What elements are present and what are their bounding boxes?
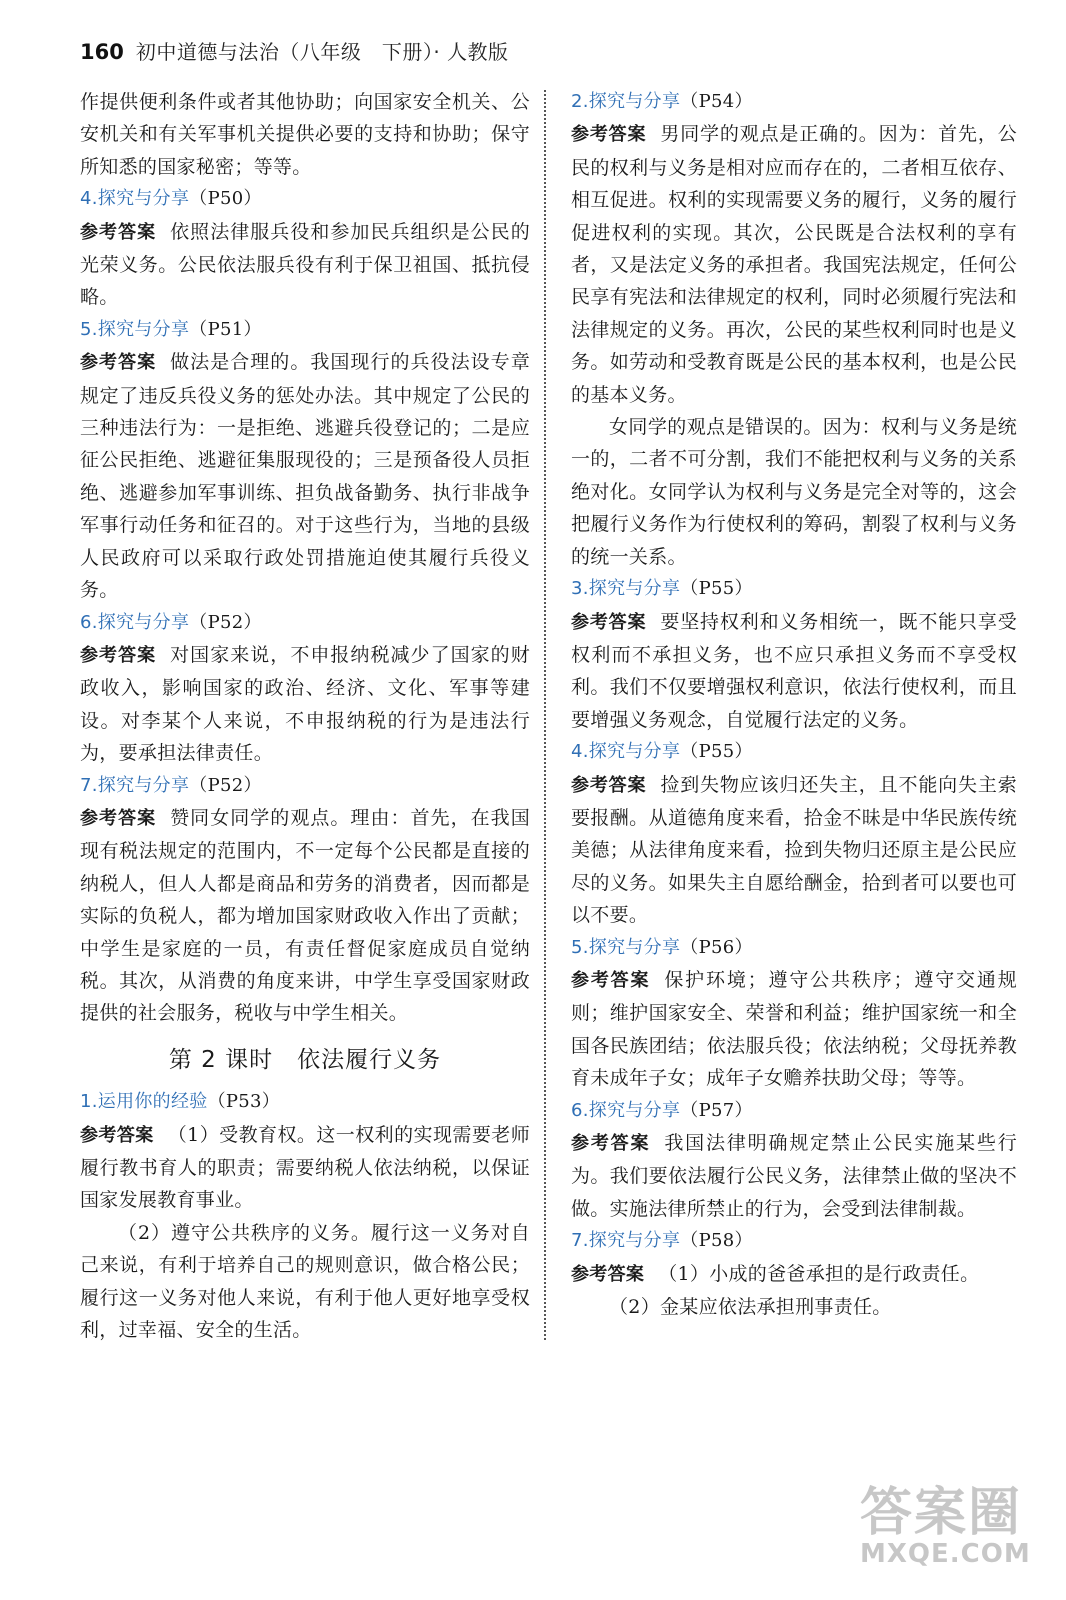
column-divider	[544, 90, 546, 1340]
answer-label: 参考答案	[571, 1263, 645, 1285]
book-title: 初中道德与法治（八年级 下册）· 人教版	[135, 40, 509, 64]
section-heading: 3.探究与分享（P55）	[571, 578, 753, 600]
answer-label: 参考答案	[571, 124, 647, 146]
watermark-top: 答案圈	[860, 1483, 1023, 1543]
answer-label: 参考答案	[571, 611, 647, 633]
answer-text: 要坚持权利和义务相统一，既不能只享受权利而不承担义务，也不应只承担义务而不享受权利。我们不仅要增强权利意识，依法行使权利，而且要增强义务观念，自觉履行法定的义务。	[571, 610, 1017, 731]
right-item-6	[571, 1095, 1017, 1226]
section-heading: 6.探究与分享（P57）	[571, 1099, 753, 1121]
section-heading: 4.探究与分享（P50）	[80, 188, 262, 210]
answer-text-continued: （2）遵守公共秩序的义务。履行这一义务对自己来说，有利于培养自己的规则意识，做合格公民；履行这一义务对他人来说，有利于他人更好地享受权利，过幸福、安全的生活。	[80, 1221, 530, 1342]
section-heading: 4.探究与分享（P55）	[571, 741, 753, 763]
right-item-4	[571, 736, 1017, 931]
answer-text: 我国法律明确规定禁止公民实施某些行为。我们要依法履行公民义务，法律禁止做的坚决不做。实施法律所禁止的行为，会受到法律制裁。	[571, 1132, 1017, 1220]
right-item-5	[571, 932, 1017, 1095]
section-heading: 5.探究与分享（P51）	[80, 318, 262, 340]
answer-text: （1）受教育权。这一权利的实现需要老师履行教书育人的职责；需要纳税人依法纳税，以保证国家发展教育事业。	[80, 1123, 530, 1212]
section-heading: 2.探究与分享（P54）	[571, 91, 753, 112]
lesson-title: 第 2 课时 依法履行义务	[168, 1046, 442, 1073]
section-heading: 1.运用你的经验（P53）	[80, 1091, 281, 1113]
answer-text: （1）小成的爸爸承担的是行政责任。	[658, 1262, 980, 1285]
answer-label: 参考答案	[80, 644, 157, 666]
page-header	[80, 36, 509, 70]
lesson-item-1	[80, 1086, 530, 1346]
answer-label: 参考答案	[80, 221, 157, 243]
section-heading: 5.探究与分享（P56）	[571, 936, 753, 958]
section-heading: 7.探究与分享（P52）	[80, 774, 262, 796]
answer-label: 参考答案	[80, 1124, 154, 1146]
left-item-7	[80, 770, 530, 1030]
left-item-4	[80, 183, 530, 314]
answer-text: 保护环境；遵守公共秩序；遵守交通规则；维护国家安全、荣誉和利益；维护国家统一和全国各民族团结；依法服兵役；依法纳税；父母抚养教育未成年子女；成年子女赡养扶助父母；等等。	[571, 968, 1017, 1090]
answer-text: 赞同女同学的观点。理由：首先，在我国现有税法规定的范围内，不一定每个公民都是直接的纳税人，但人人都是商品和劳务的消费者，因而都是实际的负税人，都为增加国家财政收入作出了贡献；中学生是家庭的一员，有责任督促家庭成员自觉纳税。其次，从消费的角度来讲，中学生享受国家财政提供的社会服务，税收与中学生相关。	[80, 806, 531, 1025]
answer-text-continued: （2）金某应依法承担刑事责任。	[609, 1296, 892, 1319]
answer-text: 男同学的观点是正确的。因为：首先，公民的权利与义务是相对应而存在的，二者相互依存、相互促进。权利的实现需要义务的履行，义务的履行促进权利的实现。其次，公民既是合法权利的享有者，又是法定义务的承担者。我国宪法规定，任何公民享有宪法和法律规定的权利，同时必须履行宪法和法律规定的义务。再次，公民的某些权利同时也是义务。如劳动和受教育既是公民的基本权利，也是公民的基本义务。	[571, 123, 1017, 406]
answer-text: 对国家来说，不申报纳税减少了国家的财政收入，影响国家的政治、经济、文化、军事等建设。对李某个人来说，不申报纳税的行为是违法行为，要承担法律责任。	[80, 643, 531, 765]
left-item-5	[80, 314, 530, 607]
answer-label: 参考答案	[571, 774, 647, 796]
answer-text: 依照法律服兵役和参加民兵组织是公民的光荣义务。公民依法服兵役有利于保卫祖国、抵抗侵略。	[80, 220, 531, 309]
answer-label: 参考答案	[80, 352, 157, 374]
intro-paragraph: 作提供便利条件或者其他协助；向国家安全机关、公安机关和有关军事机关提供必要的支持和协助；保守所知悉的国家秘密；等等。	[80, 91, 530, 178]
left-column	[80, 86, 530, 1346]
section-heading: 7.探究与分享（P58）	[571, 1230, 753, 1252]
answer-text: 做法是合理的。我国现行的兵役法设专章规定了违反兵役义务的惩处办法。其中规定了公民的三种违法行为：一是拒绝、逃避兵役登记的；二是应征公民拒绝、逃避征集服现役的；三是预备役人员拒绝、逃避参加军事训练、担负战备勤务、执行非战争军事行动任务和征召的。对于这些行为，当地的县级人民政府可以采取行政处罚措施迫使其履行兵役义务。	[80, 351, 531, 602]
answer-text: 捡到失物应该归还失主，且不能向失主索要报酬。从道德角度来看，拾金不昧是中华民族传统美德；从法律角度来看，捡到失物归还原主是公民应尽的义务。如果失主自愿给酬金，拾到者可以要也可以不要。	[571, 773, 1017, 927]
right-item-7	[571, 1225, 1017, 1323]
right-item-3	[571, 573, 1017, 736]
answer-label: 参考答案	[571, 1133, 651, 1154]
watermark-bottom: MXQE.COM	[860, 1539, 1031, 1569]
answer-label: 参考答案	[80, 807, 157, 829]
watermark-logo	[860, 1470, 1030, 1590]
right-item-2	[571, 86, 1017, 573]
page-number: 160	[80, 40, 124, 64]
left-item-6	[80, 607, 530, 770]
answer-text-continued: 女同学的观点是错误的。因为：权利与义务是统一的，二者不可分割，我们不能把权利与义务的关系绝对化。女同学认为权利与义务是完全对等的，这会把履行义务作为行使权利的筹码，割裂了权利与义务的统一关系。	[571, 416, 1017, 568]
right-column	[571, 86, 1017, 1323]
answer-label: 参考答案	[571, 969, 651, 991]
section-heading: 6.探究与分享（P52）	[80, 611, 262, 633]
